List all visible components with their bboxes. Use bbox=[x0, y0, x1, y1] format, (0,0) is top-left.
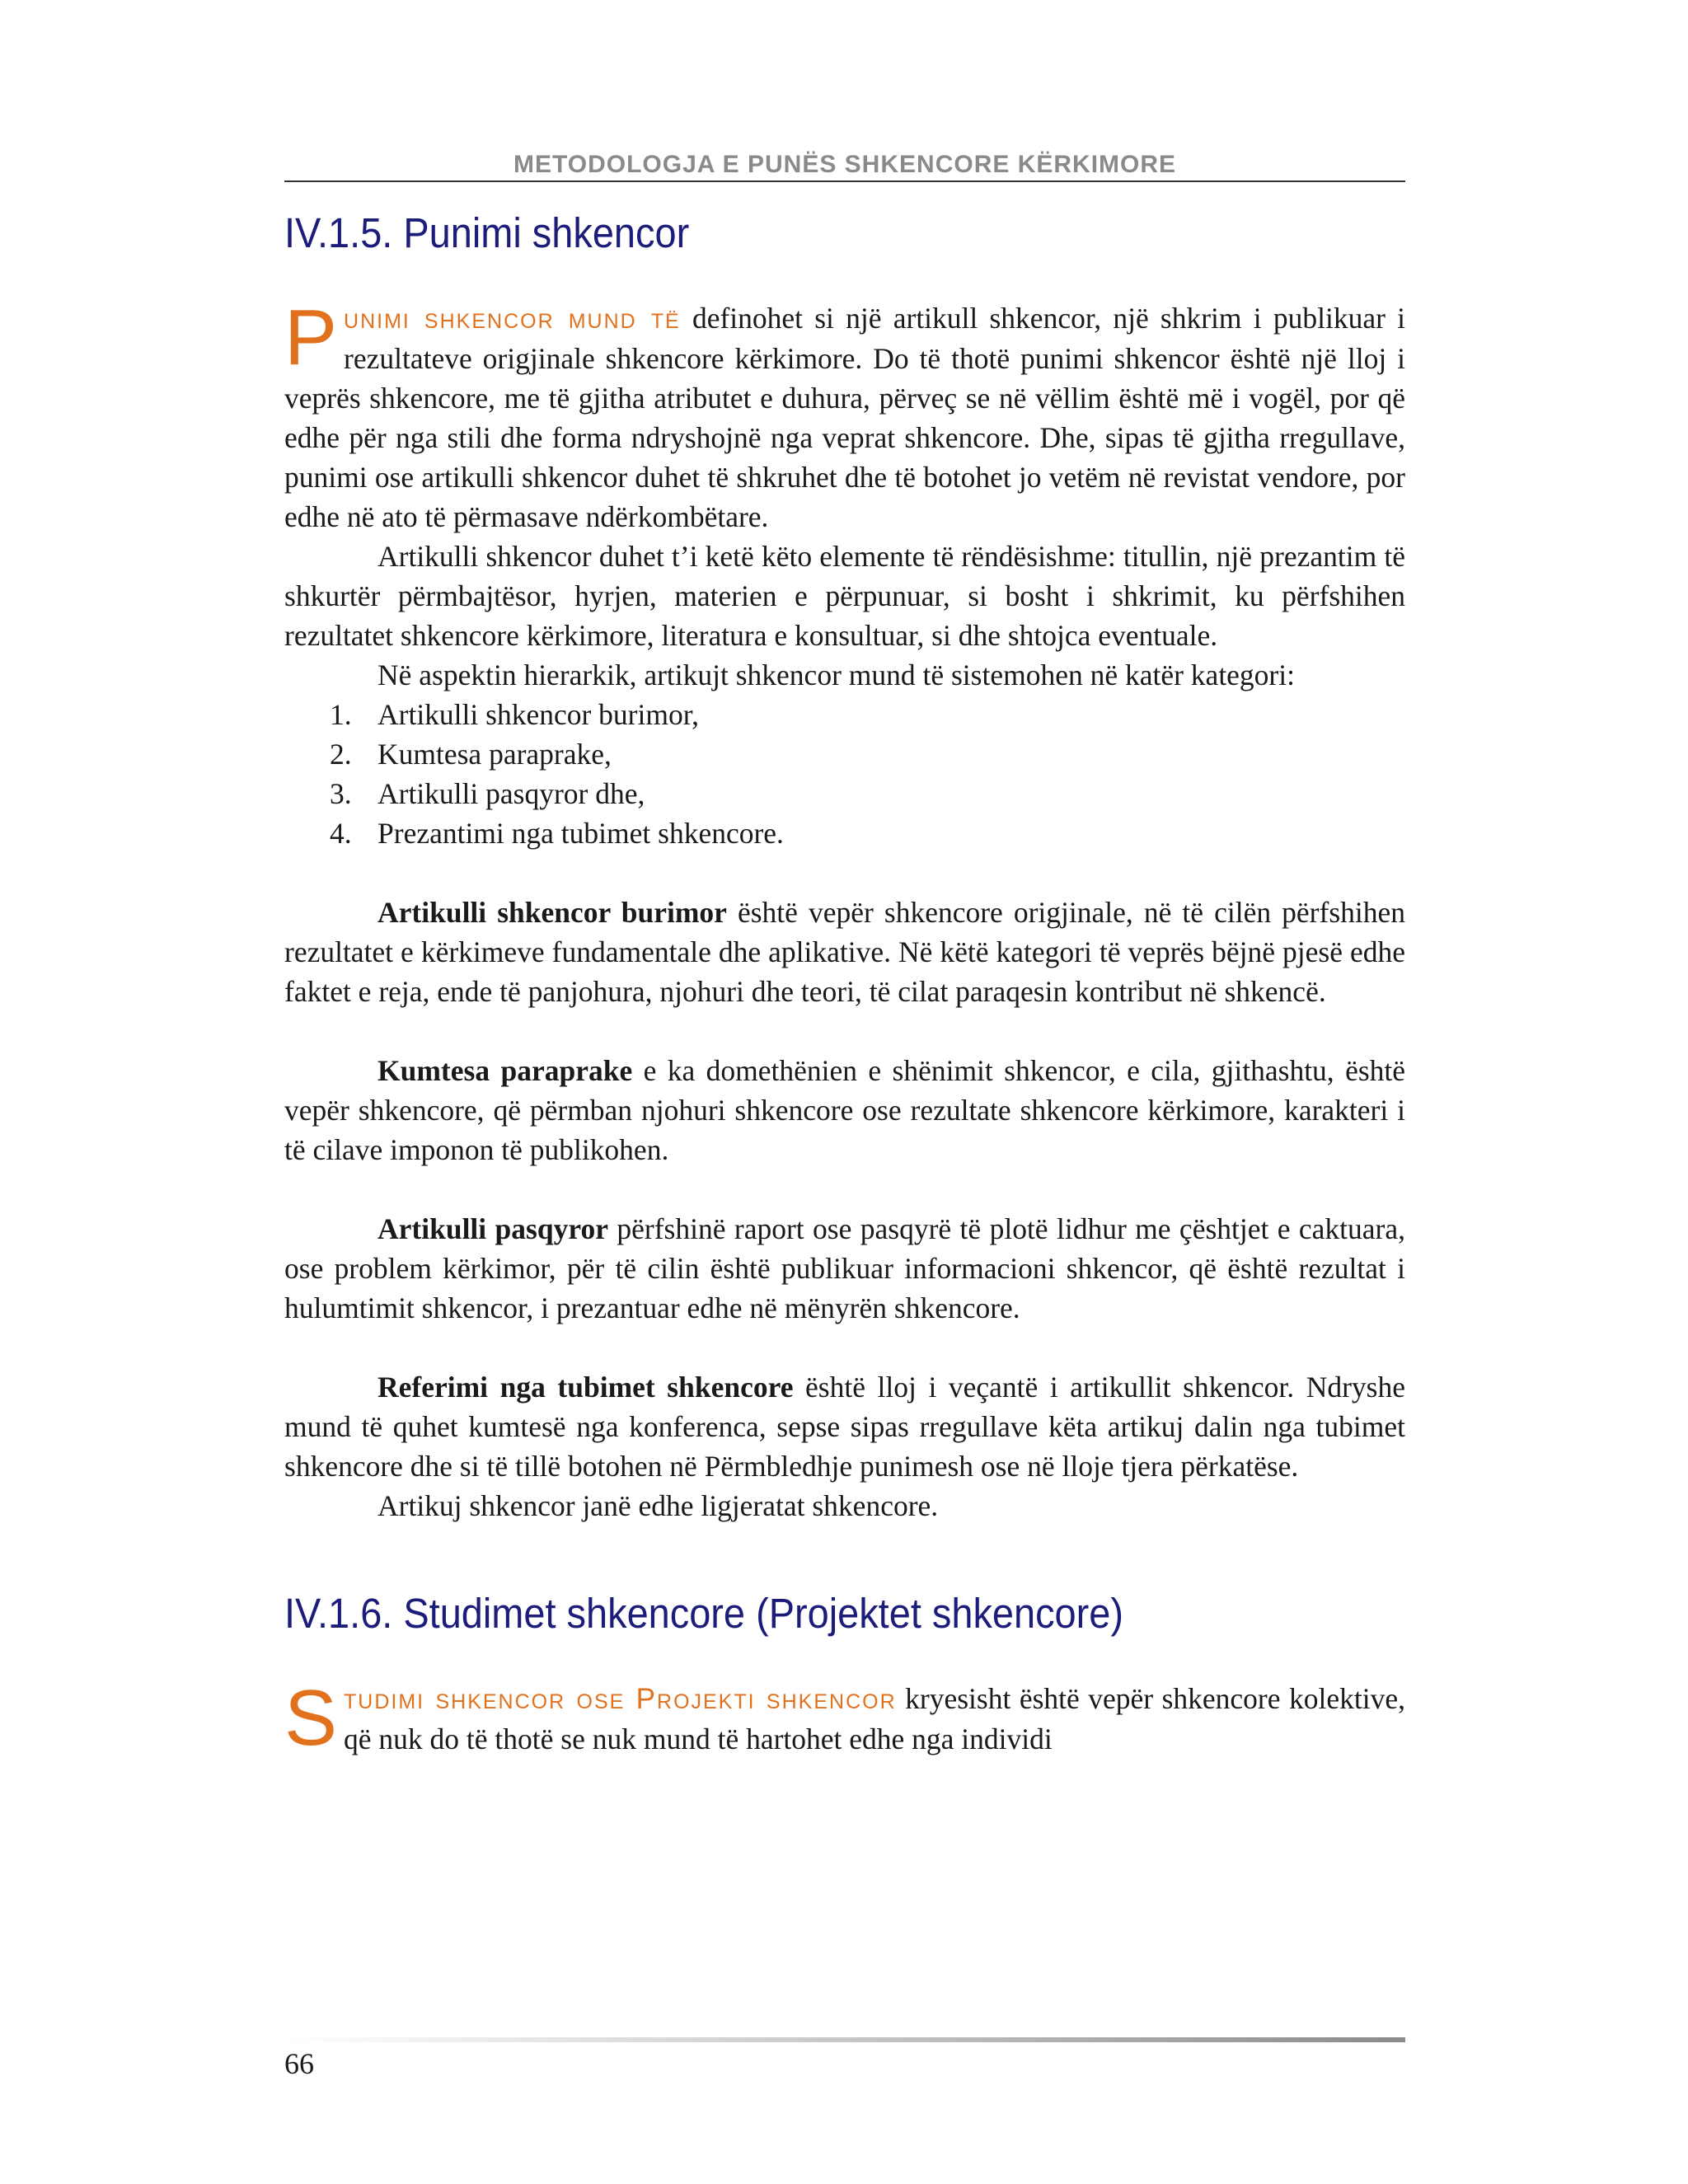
page-number: 66 bbox=[284, 2047, 314, 2080]
section-heading-studimet: IV.1.6. Studimet shkencore (Projektet shkencore) bbox=[284, 1590, 1123, 1637]
list-number: 3. bbox=[330, 777, 352, 810]
page-content bbox=[284, 198, 1406, 1762]
drop-cap: P bbox=[284, 293, 338, 382]
list-text: Artikulli pasqyror dhe, bbox=[377, 777, 645, 810]
term-pasqyror: Artikulli pasqyror bbox=[377, 1212, 608, 1245]
definition-text: përfshinë raport ose pasqyrë të plotë lidhur me çështjet e caktuara, ose problem kërkimor, për të cilin është publikuar informacioni shkencor, që është rezultat i hulumtimit shkencor, i prezantuar edhe në mënyrën shkencore. bbox=[284, 1212, 1406, 1324]
elements-paragraph: Artikulli shkencor duhet t’i ketë këto elemente të rëndësishme: titullin, një prezantim të shkurtër përmbajtësor, hyrjen, materien e përpunuar, si bosht i shkrimit, ku përfshihen rezultatet shkencore kërkimore, literatura e konsultuar, si dhe shtojca eventuale. bbox=[284, 540, 1405, 652]
definition-text: është lloj i veçantë i artikullit shkencor. Ndryshe mund të quhet kumtesë nga konferenca, sepse sipas rregullave këta artikuj dalin nga tubimet shkencore dhe si të tillë botohen në Përmbledhje punimesh ose në lloje tjera përkatëse. bbox=[284, 1371, 1405, 1483]
list-number: 1. bbox=[330, 698, 352, 731]
list-item bbox=[330, 813, 1405, 853]
drop-cap: S bbox=[284, 1674, 338, 1762]
list-item bbox=[330, 695, 1405, 734]
intro-text: kryesisht është vepër shkencore kolektive, që nuk do të thotë se nuk mund të hartohet edhe nga individi bbox=[344, 1682, 1405, 1755]
definition-text: është vepër shkencore origjinale, në të cilën përfshihen rezultatet e kërkimeve fundamentale dhe aplikative. Në këtë kategori të veprës bëjnë pjesë edhe faktet e reja, ende të panjohura, njohuri dhe teori, të cilat paraqesin kontribut në shkencë. bbox=[284, 896, 1406, 1008]
term-paraprake: Kumtesa paraprake bbox=[377, 1054, 633, 1087]
definition-pasqyror bbox=[284, 1209, 1405, 1328]
section-heading-punimi: IV.1.5. Punimi shkencor bbox=[284, 209, 690, 256]
list-item bbox=[330, 734, 1405, 774]
list-item bbox=[330, 774, 1405, 813]
category-list bbox=[284, 695, 1405, 853]
categories-intro: Në aspektin hierarkik, artikujt shkencor mund të sistemohen në katër kategori: bbox=[377, 658, 1295, 691]
intro-paragraph bbox=[284, 293, 1405, 537]
list-text: Artikulli shkencor burimor, bbox=[377, 698, 699, 731]
closing-line: Artikuj shkencor janë edhe ligjeratat shkencore. bbox=[377, 1489, 939, 1522]
definition-burimor bbox=[284, 893, 1405, 1011]
list-text: Kumtesa paraprake, bbox=[377, 738, 612, 771]
lead-in-smallcaps: unimi shkencor mund të bbox=[344, 302, 681, 335]
term-referimi: Referimi nga tubimet shkencore bbox=[377, 1371, 794, 1404]
intro-text: definohet si një artikull shkencor, një shkrim i publikuar i rezultateve origjinale shkencore kërkimore. Do të thotë punimi shkencor është një lloj i veprës shkencore, me të gjitha atributet e duhura, përveç se në vëllim është më i vogël, por që edhe për nga stili dhe forma ndryshojnë nga veprat shkencore. Dhe, sipas të gjitha rregullave, punimi ose artikulli shkencor duhet të shkruhet dhe të botohet jo vetëm në revistat vendore, por edhe në ato të përmasave ndërkombëtare. bbox=[284, 302, 1405, 533]
lead-in-smallcaps: tudimi shkencor ose Projekti shkencor bbox=[344, 1683, 897, 1715]
footer-rule bbox=[284, 2037, 1405, 2042]
term-burimor: Artikulli shkencor burimor bbox=[377, 896, 727, 929]
header-rule bbox=[284, 180, 1405, 182]
intro-paragraph-studimet bbox=[284, 1674, 1405, 1762]
list-number: 2. bbox=[330, 738, 352, 771]
definition-paraprake bbox=[284, 1051, 1405, 1169]
definition-referimi bbox=[284, 1367, 1405, 1486]
list-number: 4. bbox=[330, 817, 352, 850]
running-header: METODOLOGJA E PUNËS SHKENCORE KËRKIMORE bbox=[513, 151, 1177, 178]
list-text: Prezantimi nga tubimet shkencore. bbox=[377, 817, 784, 850]
definition-text: e ka domethënien e shënimit shkencor, e cila, gjithashtu, është vepër shkencore, që përmban njohuri shkencore ose rezultate shkencore kërkimore, karakteri i të cilave imponon të publikohen. bbox=[284, 1054, 1406, 1166]
